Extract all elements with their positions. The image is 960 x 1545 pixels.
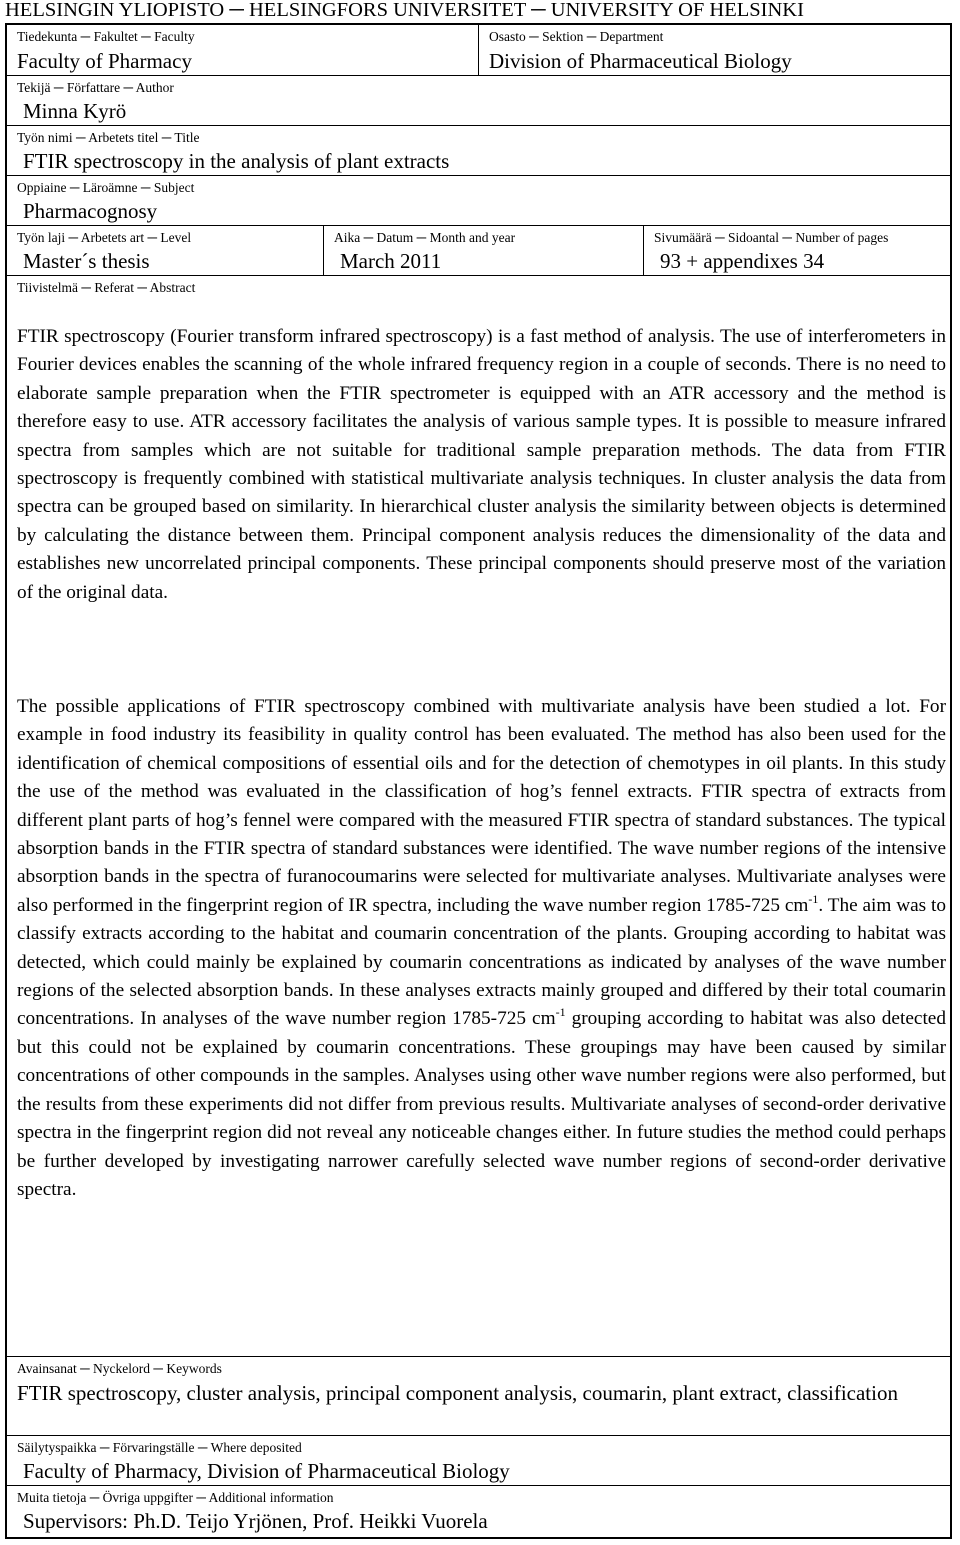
level-label: Työn laji ─ Arbetets art ─ Level	[17, 230, 192, 245]
author-value: Minna Kyrö	[23, 99, 127, 123]
abstract-text-2a: The possible applications of FTIR spectroscopy combined with multivariate analysis have been studied a lot. For example in food industry its feasibility in quality control has been evaluated. The method has also been used for the identification of chemical compositions of essential oils and for the detection of chemotypes in oil plants. In this study the use of the method was evaluated in the classification of hog’s fennel extracts. FTIR spectra of extracts from different plant parts of hog’s fennel were compared with the measured FTIR spectra of standard substances. The typical absorption bands in the FTIR spectra of standard substances were identified. The wave number regions of the intensive absorption bands in the spectra of furanocoumarins were selected for multivariate analyses. Multivariate analyses were also performed in the fingerprint region of IR spectra, including the wave number region 1785-725 cm	[17, 696, 946, 916]
department-label: Osasto ─ Sektion ─ Department	[489, 29, 664, 44]
superscript-2: -1	[555, 1005, 566, 1020]
title-row	[7, 126, 950, 176]
abstract-text-2	[17, 693, 946, 1204]
keywords-value: FTIR spectroscopy, cluster analysis, principal component analysis, coumarin, plant extract, classification	[17, 1381, 898, 1405]
keywords-label: Avainsanat ─ Nyckelord ─ Keywords	[17, 1361, 222, 1376]
abstract-paragraph-1	[17, 323, 946, 607]
department-value: Division of Pharmaceutical Biology	[489, 49, 792, 73]
level-cell	[7, 226, 323, 275]
superscript-1: -1	[808, 891, 819, 906]
date-value: March 2011	[340, 249, 442, 273]
level-value: Master´s thesis	[23, 249, 150, 273]
abstract-text-1: FTIR spectroscopy (Fourier transform infrared spectroscopy) is a fast method of analysis. The use of interferometers in Fourier devices enables the scanning of the whole infrared frequency region in a couple of seconds. There is no need to elaborate sample preparation when the FTIR spectrometer is equipped with an ATR accessory and the method is therefore easy to use. ATR accessory facilitates the analysis of various sample types. It is possible to measure infrared spectra from samples which are not suitable for traditional sample preparation methods. The data from FTIR spectroscopy is frequently combined with statistical multivariate analysis techniques. In cluster analysis the data from spectra can be grouped based on similarity. In hierarchical cluster analysis the similarity between objects is determined by calculating the distance between them. Principal component analysis reduces the dimensionality of the data and establishes new uncorrelated principal components. These principal components should preserve most of the variation of the original data.	[17, 326, 946, 603]
faculty-cell	[7, 25, 478, 75]
abstract-paragraph-2	[17, 693, 946, 1204]
abstract-row	[7, 276, 950, 1357]
abstract-text-2c: grouping according to habitat was also detected but this could not be explained by coumarin concentrations. These groupings may have been caused by similar concentrations of other compounds in the samples. Analyses using other wave number regions were also performed, but the results from these experiments did not differ from previous results. Multivariate analyses of second-order derivative spectra in the fingerprint region did not reveal any noticeable changes either. In future studies the method could perhaps be further developed by investigating narrower carefully selected wave number regions of second-order derivative spectra.	[17, 1008, 946, 1200]
pages-cell	[643, 226, 950, 275]
subject-label: Oppiaine ─ Läroämne ─ Subject	[17, 180, 195, 195]
title-label: Työn nimi ─ Arbetets titel ─ Title	[17, 130, 200, 145]
subject-row	[7, 176, 950, 226]
pages-value: 93 + appendixes 34	[660, 249, 825, 273]
author-row	[7, 76, 950, 126]
deposited-value: Faculty of Pharmacy, Division of Pharmaceutical Biology	[23, 1459, 510, 1483]
additional-value: Supervisors: Ph.D. Teijo Yrjönen, Prof. Heikki Vuorela	[23, 1509, 488, 1533]
faculty-value: Faculty of Pharmacy	[17, 49, 192, 73]
additional-row	[7, 1486, 950, 1537]
university-header: HELSINGIN YLIOPISTO ─ HELSINGFORS UNIVERSITET ─ UNIVERSITY OF HELSINKI	[5, 0, 804, 21]
faculty-label: Tiedekunta ─ Fakultet ─ Faculty	[17, 29, 195, 44]
faculty-row	[7, 25, 950, 76]
date-cell	[323, 226, 643, 275]
deposited-row	[7, 1436, 950, 1486]
abstract-label: Tiivistelmä ─ Referat ─ Abstract	[17, 280, 196, 295]
department-cell	[478, 25, 950, 75]
additional-label: Muita tietoja ─ Övriga uppgifter ─ Additional information	[17, 1490, 334, 1505]
keywords-row	[7, 1357, 950, 1436]
level-row	[7, 226, 950, 276]
date-label: Aika ─ Datum ─ Month and year	[334, 230, 516, 245]
subject-value: Pharmacognosy	[23, 199, 158, 223]
deposited-label: Säilytyspaikka ─ Förvaringställe ─ Where deposited	[17, 1440, 302, 1455]
pages-label: Sivumäärä ─ Sidoantal ─ Number of pages	[654, 230, 889, 245]
title-value: FTIR spectroscopy in the analysis of plant extracts	[23, 149, 450, 173]
abstract-text-2b: . The aim was to classify extracts according to the habitat and coumarin concentration of the plants. Grouping according to habitat was detected, which could mainly be explained by coumarin concentrations as indicated by analyses of the wave number regions of the selected absorption bands. In these analyses extracts mainly grouped and differed by their total coumarin concentrations. In analyses of the wave number region 1785-725 cm	[17, 894, 947, 1030]
abstract-form	[5, 23, 952, 1539]
author-label: Tekijä ─ Författare ─ Author	[17, 80, 174, 95]
